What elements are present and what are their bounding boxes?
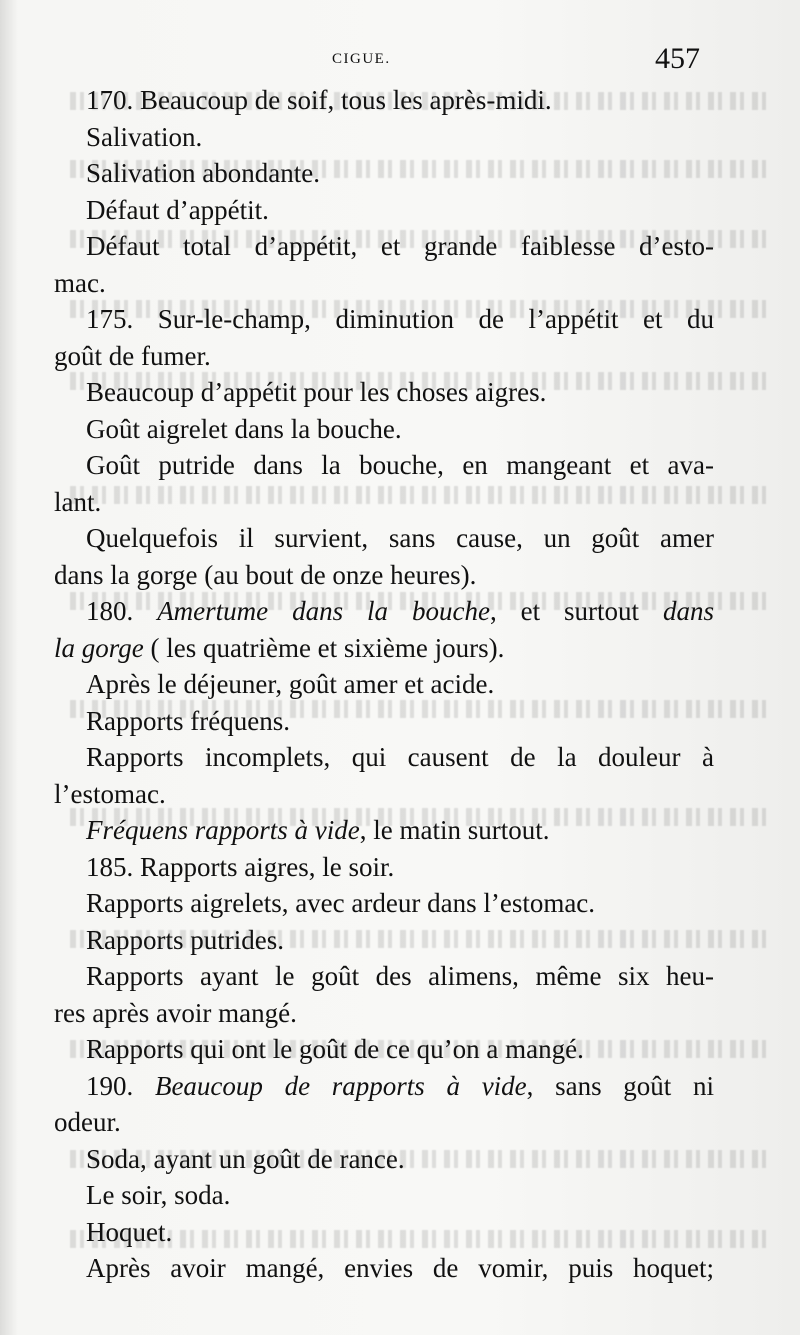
text-line: Fréquens rapports à vide, le matin surtout. [86,815,550,845]
page-number: 457 [655,42,700,75]
text-line: Quelquefois il survient, sans cause, un goût amer [86,523,714,553]
text-line: dans la gorge (au bout de onze heures). [54,559,477,590]
text-line: 180. Amertume dans la bouche, et surtout dans [86,596,714,626]
text-line: Défaut d’appétit. [86,194,269,225]
page-header [0,42,800,78]
text-line: 175. Sur-le-champ, diminution de l’appétit et du [86,304,714,334]
text-line: 190. Beaucoup de rapports à vide, sans goût ni [86,1070,715,1101]
text-line: goût de fumer. [54,340,211,371]
text-line: Rapports fréquens. [86,705,290,736]
text-line: 185. Rapports aigres, le soir. [86,851,395,882]
text-line: Hoquet. [86,1216,173,1247]
text-line: Salivation abondante. [86,158,320,188]
text-line: Rapports putrides. [86,924,284,955]
text-line: res après avoir mangé. [54,997,297,1028]
body-text [54,82,714,1287]
text-line: odeur. [54,1107,121,1137]
text-line: Après le déjeuner, goût amer et acide. [86,669,495,699]
text-line: Après avoir mangé, envies de vomir, puis hoquet; [86,1253,714,1283]
text-line: Rapports ayant le goût des alimens, même six heu- [86,961,714,991]
text-line: l’estomac. [54,778,166,809]
text-line: Rapports incomplets, qui causent de la douleur à [86,742,714,772]
text-line: Beaucoup d’appétit pour les choses aigres. [86,377,547,407]
text-line: la gorge ( les quatrième et sixième jours). [54,632,505,663]
text-line: Goût putride dans la bouche, en mangeant et ava- [86,450,714,480]
text-line: 170. Beaucoup de soif, tous les après-midi. [86,85,552,115]
text-line: Rapports qui ont le goût de ce qu’on a mangé. [86,1034,584,1064]
text-line: Défaut total d’appétit, et grande faiblesse d’esto- [86,231,714,261]
text-line: Soda, ayant un goût de rance. [86,1143,405,1174]
text-line: Rapports aigrelets, avec ardeur dans l’estomac. [86,888,596,918]
running-title: CIGUE. [332,51,391,67]
text-line: lant. [54,486,102,517]
text-line: Goût aigrelet dans la bouche. [86,413,402,444]
text-line: mac. [54,267,106,298]
text-line: Salivation. [86,121,203,152]
text-line: Le soir, soda. [86,1180,231,1210]
